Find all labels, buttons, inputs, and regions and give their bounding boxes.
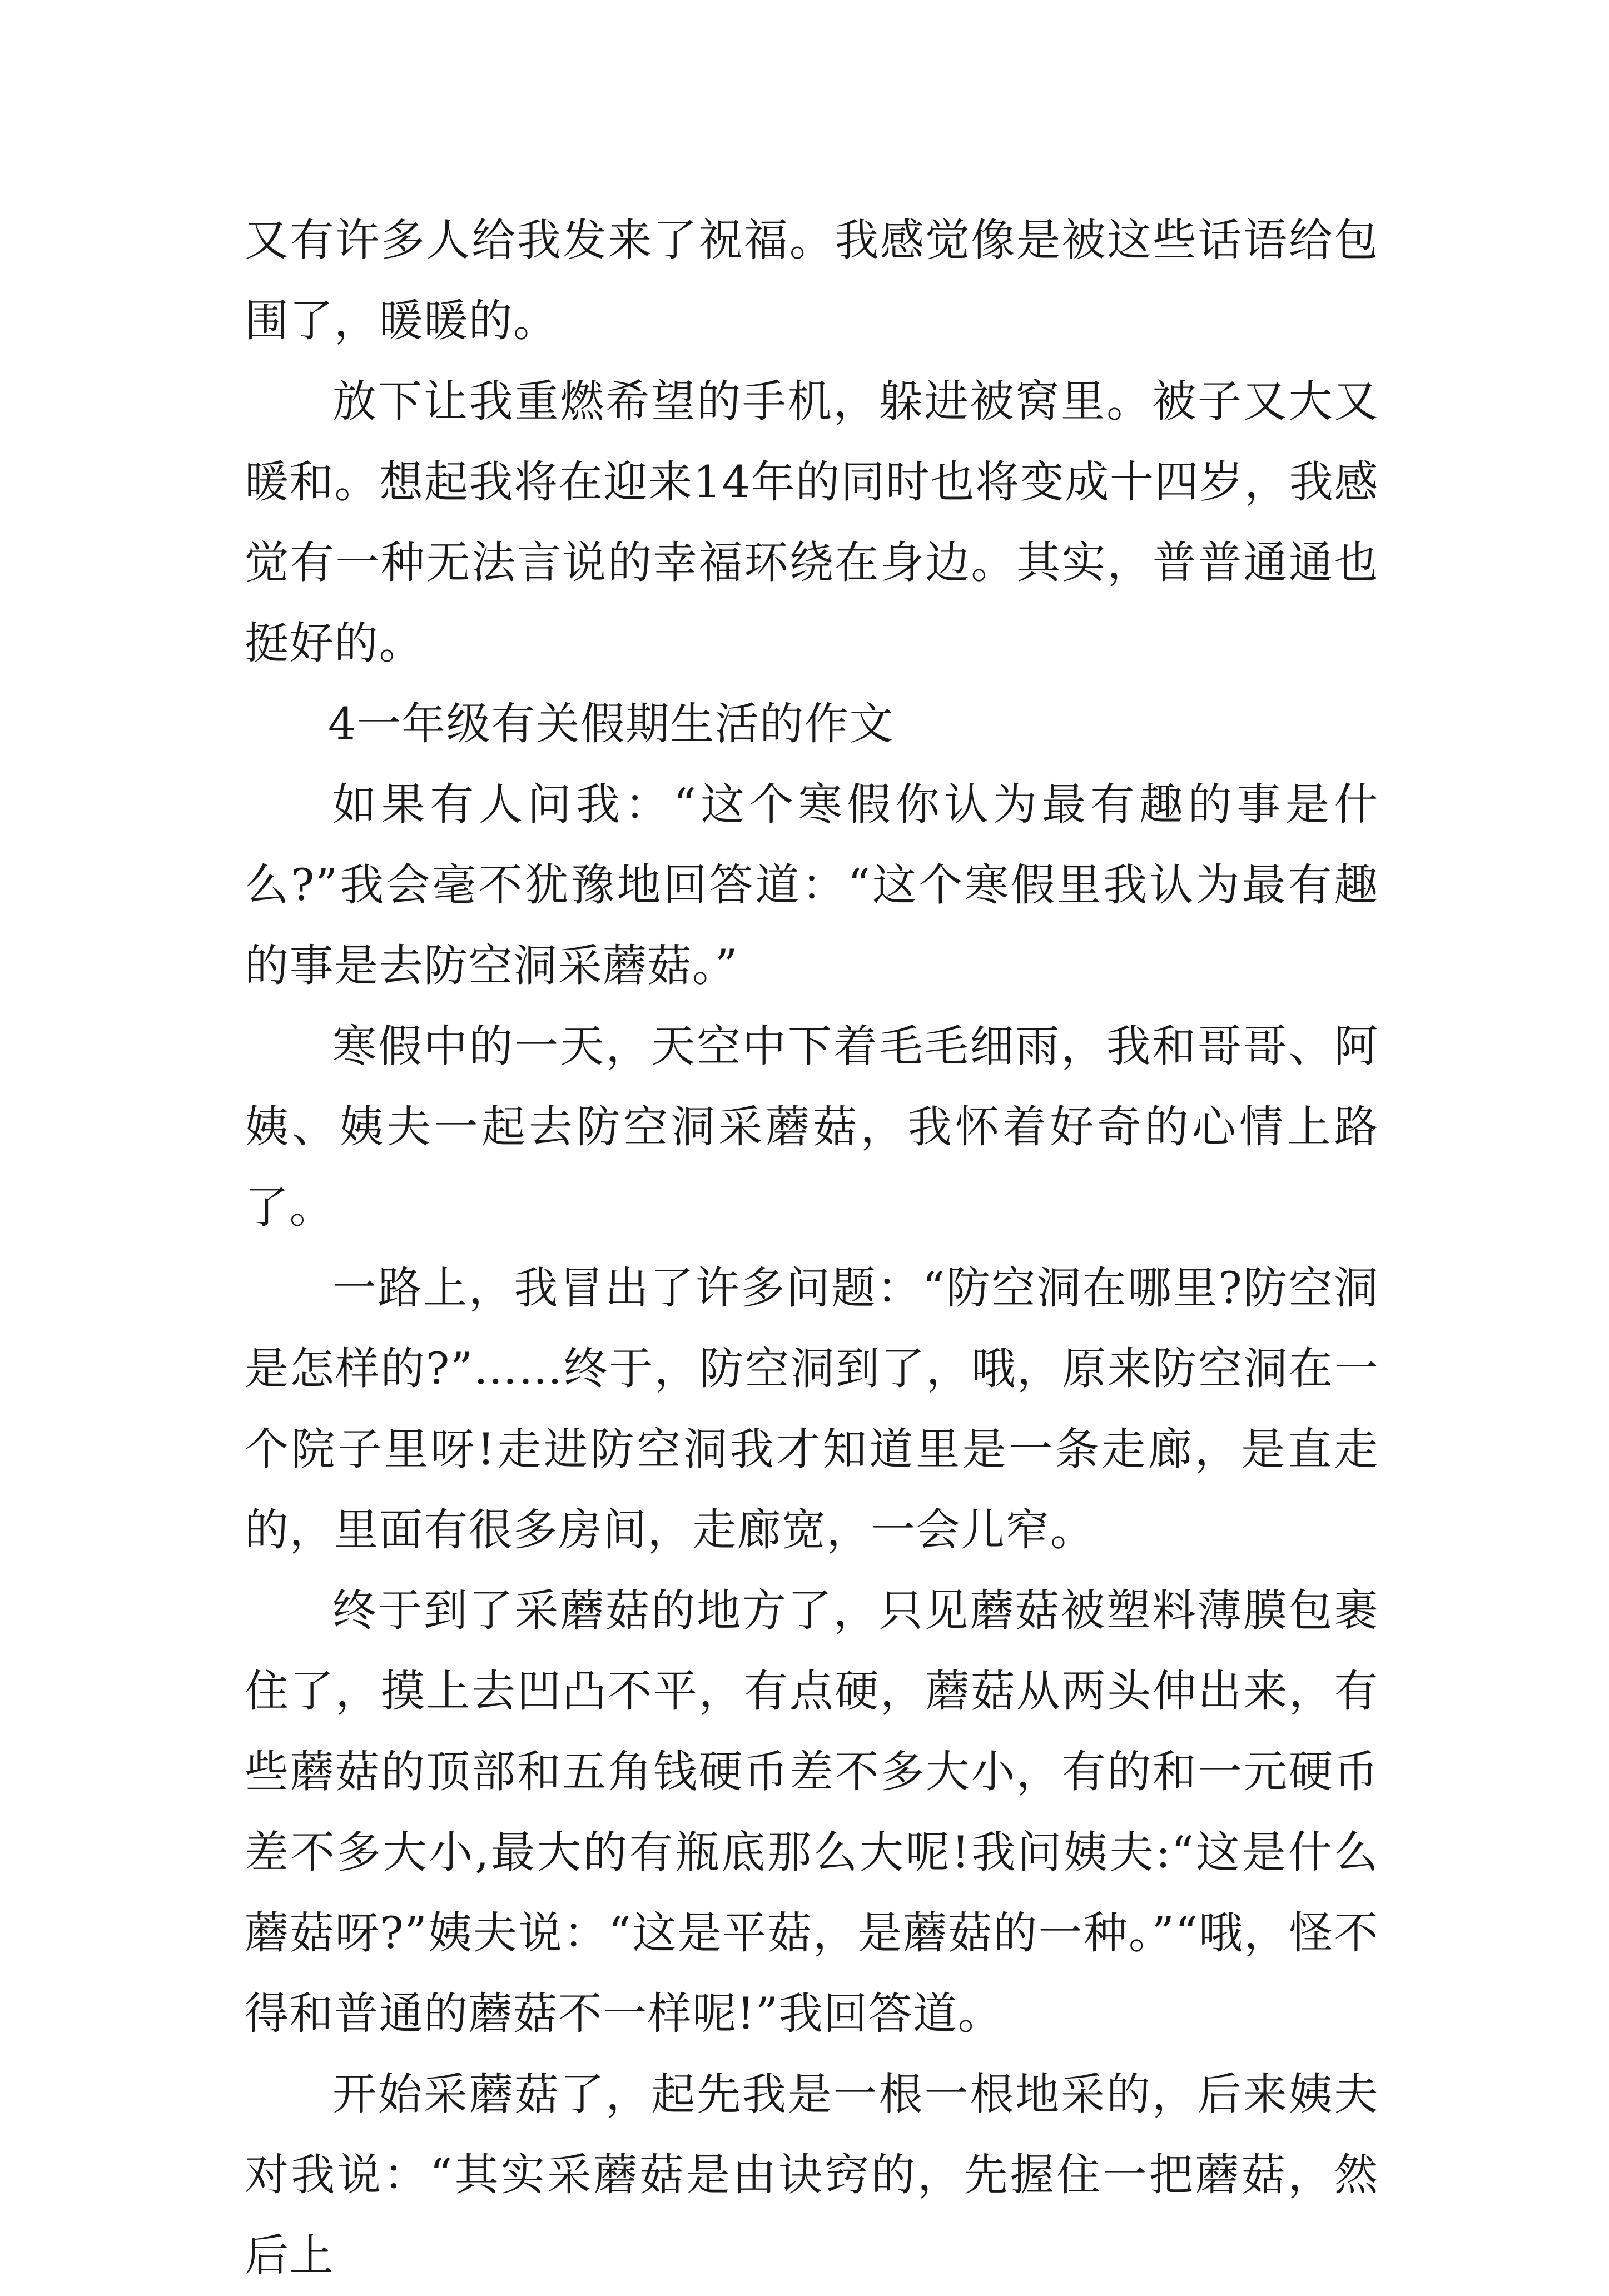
document-body	[245, 200, 1379, 2296]
paragraph: 开始采蘑菇了，起先我是一根一根地采的，后来姨夫对我说：“其实采蘑菇是由诀窍的，先握住一把蘑菇，然后上	[245, 2069, 1379, 2281]
paragraph: 放下让我重燃希望的手机，躲进被窝里。被子又大又暖和。想起我将在迎来14年的同时也将变成十四岁，我感觉有一种无法言说的幸福环绕在身边。其实，普普通通也挺好的。	[245, 376, 1379, 669]
paragraph: 终于到了采蘑菇的地方了，只见蘑菇被塑料薄膜包裹住了，摸上去凹凸不平，有点硬，蘑菇从两头伸出来，有些蘑菇的顶部和五角钱硬币差不多大小，有的和一元硬币差不多大小,最大的有瓶底那么大呢!我问姨夫:“这是什么蘑菇呀?”姨夫说：“这是平菇，是蘑菇的一种。”“哦，怪不得和普通的蘑菇不一样呢!”我回答道。	[245, 1585, 1379, 2039]
paragraph: 如果有人问我：“这个寒假你认为最有趣的事是什么?”我会毫不犹豫地回答道：“这个寒假里我认为最有趣的事是去防空洞采蘑菇。”	[245, 779, 1379, 991]
paragraph: 一路上，我冒出了许多问题：“防空洞在哪里?防空洞是怎样的?”……终于，防空洞到了，哦，原来防空洞在一个院子里呀!走进防空洞我才知道里是一条走廊，是直走的，里面有很多房间，走廊宽，一会儿窄。	[245, 1263, 1379, 1555]
section-heading: 4一年级有关假期生活的作文	[328, 698, 894, 749]
paragraph-continuation: 又有许多人给我发来了祝福。我感觉像是被这些话语给包围了，暖暖的。	[245, 215, 1379, 346]
paragraph: 寒假中的一天，天空中下着毛毛细雨，我和哥哥、阿姨、姨夫一起去防空洞采蘑菇，我怀着好奇的心情上路了。	[245, 1021, 1379, 1233]
